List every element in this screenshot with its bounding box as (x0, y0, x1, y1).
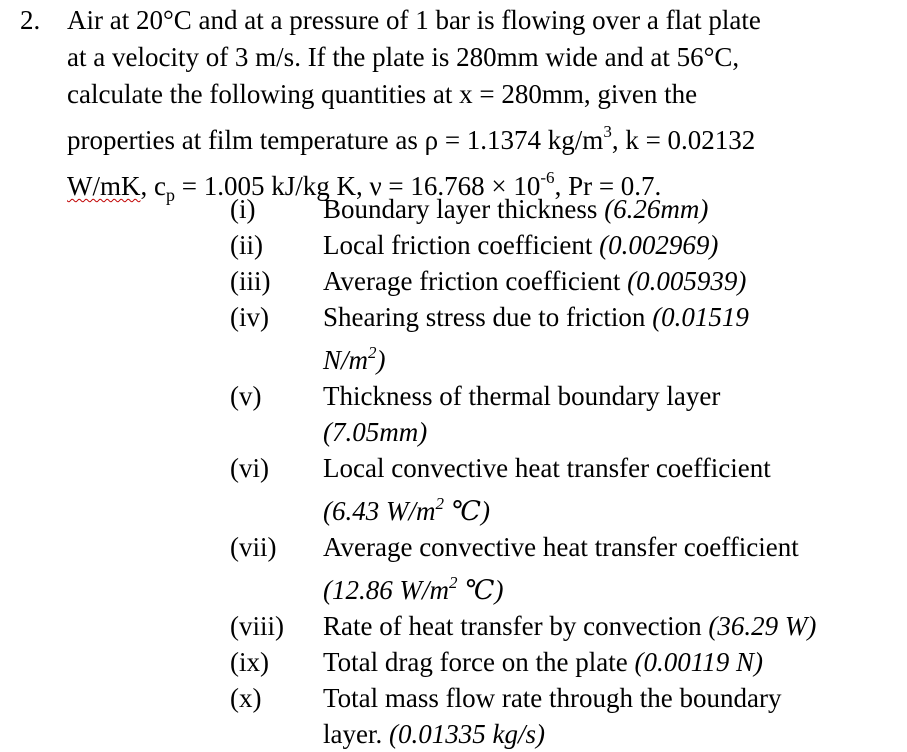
part-answer: (36.29 W) (708, 611, 817, 641)
statement-line-1: Air at 20°C and at a pressure of 1 bar is flowing over a flat plate (67, 5, 761, 35)
part-item (230, 378, 900, 450)
cp-subscript: p (165, 185, 175, 205)
viscosity-exponent: -6 (540, 168, 555, 187)
part-answer: (0.002969) (599, 230, 719, 260)
part-item (230, 608, 900, 644)
part-answer-close: ) (376, 345, 386, 375)
conductivity-text: , k = 0.02132 (611, 125, 756, 155)
part-answer-exponent: 2 (368, 343, 377, 362)
problem-number: 2. (20, 5, 41, 35)
part-text: Average friction coefficient (323, 266, 628, 296)
parts-list (230, 191, 900, 752)
part-item (230, 529, 900, 608)
part-text: Thickness of thermal boundary layer (323, 381, 721, 411)
part-description (323, 644, 893, 680)
part-answer-exponent: 2 (435, 494, 444, 513)
part-numeral: (ix) (230, 647, 269, 677)
part-answer: (6.43 W/m (323, 496, 436, 526)
part-item (230, 191, 900, 227)
problem-statement (67, 2, 897, 214)
part-item (230, 644, 900, 680)
part-item (230, 680, 900, 752)
part-answer: (7.05mm) (323, 417, 428, 447)
part-description (323, 378, 893, 450)
part-numeral: (x) (230, 683, 262, 713)
part-item (230, 299, 900, 378)
part-description (323, 191, 893, 227)
part-text: Total drag force on the plate (323, 647, 635, 677)
viscosity-text: = 1.005 kJ/kg K, ν = 16.768 × 10 (174, 171, 541, 201)
part-answer-exponent: 2 (448, 573, 458, 592)
part-numeral: (ii) (230, 230, 263, 260)
part-text: Local friction coefficient (323, 230, 600, 260)
density-exponent: 3 (603, 122, 612, 141)
part-description (323, 608, 893, 644)
part-item (230, 227, 900, 263)
part-numeral: (vi) (230, 453, 269, 483)
part-text: Average convective heat transfer coefficient (323, 532, 799, 562)
part-item (230, 450, 900, 529)
part-item (230, 263, 900, 299)
statement-line-4 (67, 113, 897, 159)
part-numeral: (viii) (230, 611, 284, 641)
part-numeral: (i) (230, 194, 256, 224)
part-answer: (0.01335 kg/s) (388, 719, 545, 749)
part-description (323, 450, 893, 529)
part-answer-unit: N/m (323, 345, 369, 375)
part-description (323, 680, 893, 752)
cp-label: , c (140, 171, 166, 201)
part-answer-unit: ℃) (457, 575, 504, 605)
part-answer: (6.26mm) (604, 194, 709, 224)
part-numeral: (vii) (230, 532, 277, 562)
conductivity-unit: W/mK (67, 171, 141, 201)
part-answer-unit: ℃) (443, 496, 490, 526)
prandtl-text: , Pr = 0.7. (554, 171, 662, 201)
part-description (323, 529, 893, 608)
part-description (323, 299, 893, 378)
part-answer: (0.00119 N) (634, 647, 763, 677)
part-text-continued: layer. (323, 719, 389, 749)
part-description (323, 227, 893, 263)
part-text: Boundary layer thickness (323, 194, 605, 224)
part-answer: (12.86 W/m (323, 575, 449, 605)
statement-line-2: at a velocity of 3 m/s. If the plate is 280mm wide and at 56°C, (67, 42, 740, 72)
part-answer: (0.01519 (652, 302, 749, 332)
part-text: Local convective heat transfer coefficient (323, 453, 771, 483)
part-numeral: (v) (230, 381, 262, 411)
part-text: Total mass flow rate through the boundary (323, 683, 782, 713)
part-numeral: (iv) (230, 302, 269, 332)
part-text: Shearing stress due to friction (323, 302, 653, 332)
statement-line-3: calculate the following quantities at x = 280mm, given the (67, 79, 698, 109)
part-text: Rate of heat transfer by convection (323, 611, 709, 641)
part-description (323, 263, 893, 299)
density-text: properties at film temperature as ρ = 1.1374 kg/m (67, 125, 604, 155)
part-answer: (0.005939) (627, 266, 747, 296)
part-numeral: (iii) (230, 266, 271, 296)
